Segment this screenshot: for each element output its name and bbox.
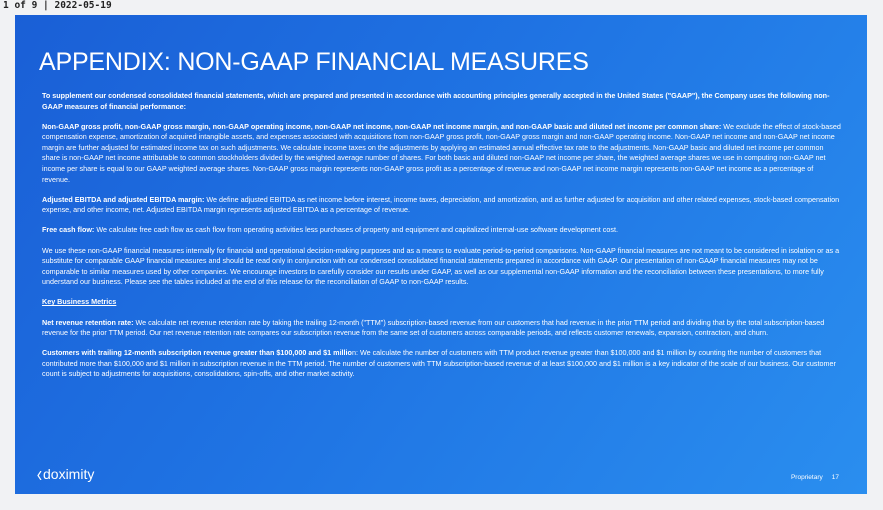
paragraph-lead: Non-GAAP gross profit, non-GAAP gross margin, non-GAAP operating income, non-GAAP net income, non-GAAP net income margin, and non-GAAP basic and diluted net income per common share: [42, 121, 722, 131]
slide-footer [791, 474, 839, 481]
page-indicator: 1 of 9 | 2022-05-19 [3, 0, 112, 11]
doximity-logo-icon [37, 471, 42, 480]
logo-text: doximity [43, 466, 95, 482]
paragraph-lead: Adjusted EBITDA and adjusted EBITDA margin: [42, 194, 205, 204]
slide-title: APPENDIX: NON-GAAP FINANCIAL MEASURES [39, 48, 589, 76]
intro-paragraph: To supplement our condensed consolidated financial statements, which are prepared and presented in accordance with accounting principles generally accepted in the United States ("GAAP"), the Company uses the following non-GAAP measures of financial performance: [42, 91, 830, 111]
key-business-metrics-heading: Key Business Metrics [42, 297, 117, 307]
paragraph-body: We define adjusted EBITDA as net income before interest, income taxes, depreciation, and amortization, and as further adjusted for acquisition and other related expenses, stock-based compensation expense, and other income, net. Adjusted EBITDA margin represents adjusted EBITDA as a percentage of revenue. [42, 194, 840, 215]
paragraph-lead: Net revenue retention rate: [42, 317, 134, 327]
paragraph-free-cash-flow [42, 225, 842, 236]
paragraph-lead: Customers with trailing 12-month subscription revenue greater than $100,000 and $1 millio [42, 348, 352, 358]
paragraph-body: We calculate free cash flow as cash flow from operating activities less purchases of property and equipment and capitalized internal-use software development cost. [94, 225, 618, 235]
paragraph-body: We calculate net revenue retention rate by taking the trailing 12-month ("TTM") subscription-based revenue from our customers that had revenue in the prior TTM period and dividing that by the total subscription-based revenue for the prior TTM period. Our net revenue retention rate compares our subscription revenue from the same set of customers across comparable periods, and reflects customer renewals, expansion, contraction, and churn. [42, 317, 825, 338]
paragraph-non-gaap-measures [42, 122, 842, 186]
slide [15, 15, 867, 494]
doximity-logo [37, 467, 94, 481]
page-number: 17 [831, 474, 839, 481]
paragraph-body: We exclude the effect of stock-based compensation expense, amortization of acquired intangible assets, and expenses associated with acquisitions from non-GAAP gross profit, non-GAAP gross margin and non-GAAP operating income. Non-GAAP net income and non-GAAP net income margin are further adjusted for estimated income tax on such adjustments. We calculate income taxes on the adjustments by applying an estimated annual effective tax rate to the adjustments. Non-GAAP basic and diluted net income per common share is non-GAAP net income attributable to common stockholders divided by the weighted average number of shares. For both basic and diluted non-GAAP net income per share, the weighted average shares we use in computing non-GAAP net income per share is equal to our GAAP weighted average shares. Non-GAAP gross margin represents non-GAAP gross profit as a percentage of revenue and non-GAAP net income margin represents non-GAAP net income as a percentage of revenue. [42, 121, 841, 184]
footer-label: Proprietary [790, 474, 823, 481]
paragraph-customers-ttm [42, 348, 842, 380]
paragraph-usage: We use these non-GAAP financial measures internally for financial and operational decision-making purposes and as a means to evaluate period-to-period comparisons. Non-GAAP financial measures are not meant to be considered in isolation or as a substitute for comparable GAAP financial measures and should be read only in conjunction with our condensed consolidated financial statements prepared in accordance with GAAP. Our presentation of non-GAAP financial measures may not be comparable to similar measures used by other companies. We encourage investors to carefully consider our results under GAAP, as well as our supplemental non-GAAP information and the reconciliation between these presentations, to more fully understand our business. Please see the tables included at the end of this release for the reconciliation of GAAP to non-GAAP results. [42, 245, 840, 287]
slide-body [42, 91, 842, 389]
paragraph-adjusted-ebitda [42, 195, 842, 216]
paragraph-net-revenue-retention [42, 318, 842, 339]
paragraph-lead: Free cash flow: [42, 225, 95, 235]
paragraph-body: n: We calculate the number of customers with TTM product revenue greater than $100,000 and $1 million by counting the number of customers that contributed more than $100,000 and $1 million in subscription revenue in the TTM period. The number of customers with TTM subscription-based revenue of at least $100,000 and $1 million is a key indicator of the scale of our business. Our customer count is subject to adjustments for acquisitions, consolidations, spin-offs, and other market activity. [42, 348, 836, 379]
